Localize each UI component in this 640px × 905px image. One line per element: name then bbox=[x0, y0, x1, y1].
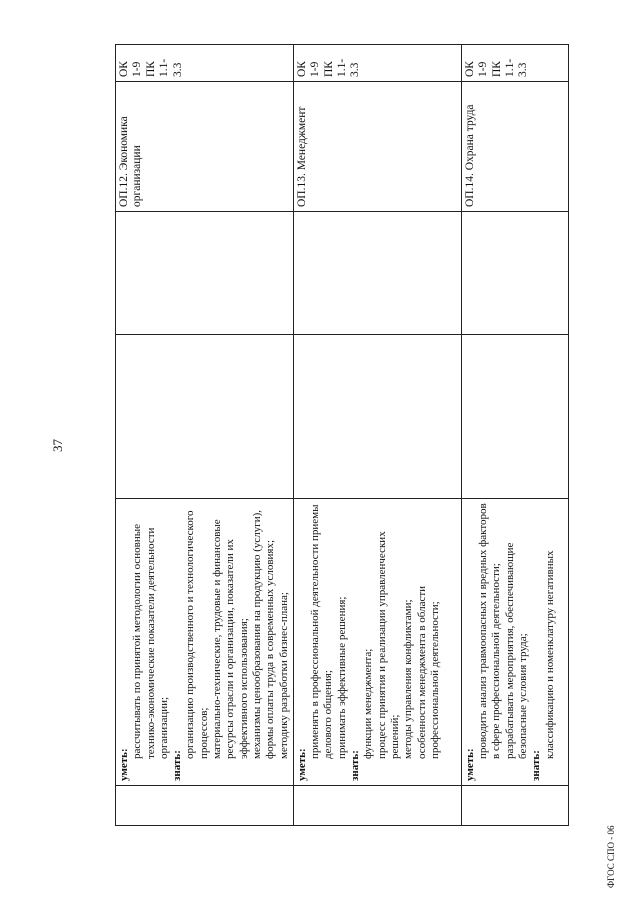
skill-item: рассчитывать по принятой методологии основные технико-экономические показатели деятельности организации; bbox=[131, 524, 170, 759]
footer-code: ФГОС СПО - 06 bbox=[606, 825, 616, 888]
page-number: 37 bbox=[50, 439, 65, 452]
skill-item: материально-технические, трудовые и финансовые ресурсы отрасли и организации, показатели их эффективного использования; bbox=[211, 519, 250, 759]
discipline-cell: ОП.13. Менеджмент bbox=[293, 82, 461, 212]
skill-item: методы управления конфликтами; bbox=[402, 599, 415, 759]
skills-cell bbox=[116, 499, 294, 786]
index-cell bbox=[461, 786, 568, 826]
empty-cell bbox=[461, 212, 568, 335]
competency-ok: ОК 1-9 bbox=[463, 61, 490, 77]
skills-cell bbox=[461, 499, 568, 786]
competency-cell bbox=[116, 45, 294, 82]
skill-label: знать: bbox=[171, 750, 184, 781]
skill-item: применять в профессиональной деятельности приемы делового общения; bbox=[309, 504, 335, 759]
discipline-cell: ОП.12. Экономика организации bbox=[116, 82, 294, 212]
index-cell bbox=[116, 786, 294, 826]
skill-item: методику разработки бизнес-плана; bbox=[277, 592, 290, 759]
skill-label: уметь: bbox=[118, 748, 130, 781]
index-cell bbox=[293, 786, 461, 826]
empty-cell bbox=[116, 212, 294, 335]
skill-item: принимать эффективные решения; bbox=[335, 596, 348, 759]
table-row bbox=[293, 45, 461, 826]
discipline-cell: ОП.14. Охрана труда bbox=[461, 82, 568, 212]
empty-cell bbox=[293, 212, 461, 335]
skill-label: уметь: bbox=[295, 748, 308, 781]
table-row bbox=[116, 45, 294, 826]
skill-item: функции менеджмента; bbox=[362, 648, 375, 759]
competency-pk: ПК 1.1-3.3 bbox=[490, 58, 530, 77]
competency-cell bbox=[293, 45, 461, 82]
empty-cell bbox=[461, 335, 568, 499]
skill-item: особенности менеджмента в области профессиональной деятельности; bbox=[415, 585, 441, 759]
competency-pk: ПК 1.1-3.3 bbox=[322, 58, 362, 77]
skills-cell bbox=[293, 499, 461, 786]
competency-ok: ОК 1-9 bbox=[295, 61, 322, 77]
table-row bbox=[461, 45, 568, 826]
skill-label: знать: bbox=[530, 750, 543, 781]
skill-item: разрабатывать мероприятия, обеспечивающие безопасные условия труда; bbox=[503, 542, 530, 759]
empty-cell bbox=[293, 335, 461, 499]
competency-cell bbox=[461, 45, 568, 82]
skill-item: проводить анализ травмоопасных и вредных факторов в сфере профессиональной деятельности; bbox=[477, 503, 503, 759]
skill-label: знать: bbox=[349, 750, 362, 781]
skill-item: организацию производственного и технологического процессов; bbox=[184, 510, 210, 759]
competency-ok: ОК 1-9 bbox=[118, 61, 144, 77]
empty-cell bbox=[116, 335, 294, 499]
curriculum-table-wrap bbox=[115, 45, 558, 826]
skill-item: классификацию и номенклатуру негативных bbox=[543, 550, 556, 759]
competency-pk: ПК 1.1-3.3 bbox=[144, 58, 184, 77]
skill-item: процесс принятия и реализации управленческих решений; bbox=[375, 531, 401, 759]
skill-label: уметь: bbox=[463, 748, 476, 781]
curriculum-table bbox=[115, 44, 569, 826]
skill-item: механизмы ценообразования на продукцию (услуги), формы оплаты труда в современных условиях; bbox=[250, 509, 277, 759]
